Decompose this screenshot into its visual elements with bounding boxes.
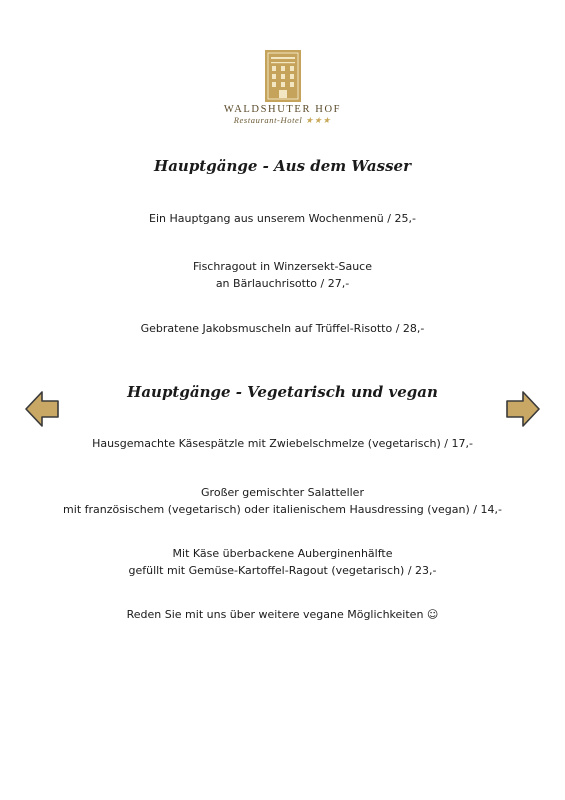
section-heading-fish: Hauptgänge - Aus dem Wasser <box>154 157 411 175</box>
menu-item-line: Mit Käse überbackene Auberginenhälfte <box>172 547 393 560</box>
logo-stars: ★★★ <box>305 115 332 125</box>
menu-item-line: Reden Sie mit uns über weitere vegane Möglichkeiten ☺ <box>126 608 439 621</box>
hotel-logo <box>0 50 565 126</box>
logo-subtitle <box>0 115 565 126</box>
menu-item <box>0 258 565 292</box>
menu-item <box>0 606 565 623</box>
menu-item <box>0 320 565 337</box>
arrow-right-icon[interactable] <box>505 389 541 429</box>
menu-item <box>0 210 565 227</box>
menu-item-line: Fischragout in Winzersekt-Sauce <box>192 260 372 273</box>
menu-item-line: gefüllt mit Gemüse-Kartoffel-Ragout (vegetarisch) / 23,- <box>128 564 437 577</box>
logo-name: WALDSHUTER HOF <box>223 104 342 115</box>
menu-item-line: Gebratene Jakobsmuscheln auf Trüffel-Risotto / 28,- <box>140 322 425 335</box>
menu-item <box>0 435 565 452</box>
menu-item-line: Hausgemachte Käsespätzle mit Zwiebelschmelze (vegetarisch) / 17,- <box>92 437 473 450</box>
logo-emblem-icon <box>265 50 301 102</box>
menu-item-line: Großer gemischter Salatteller <box>201 486 364 499</box>
section-heading-veg: Hauptgänge - Vegetarisch und vegan <box>127 383 438 401</box>
menu-item-line: an Bärlauchrisotto / 27,- <box>215 277 350 290</box>
arrow-left-icon[interactable] <box>24 389 60 429</box>
menu-item-line: Ein Hauptgang aus unserem Wochenmenü / 25,- <box>149 212 416 225</box>
menu-item <box>0 484 565 518</box>
menu-item-line: mit französischem (vegetarisch) oder italienischem Hausdressing (vegan) / 14,- <box>63 503 502 516</box>
menu-item <box>0 545 565 579</box>
logo-subtitle-text: Restaurant-Hotel <box>233 115 303 125</box>
